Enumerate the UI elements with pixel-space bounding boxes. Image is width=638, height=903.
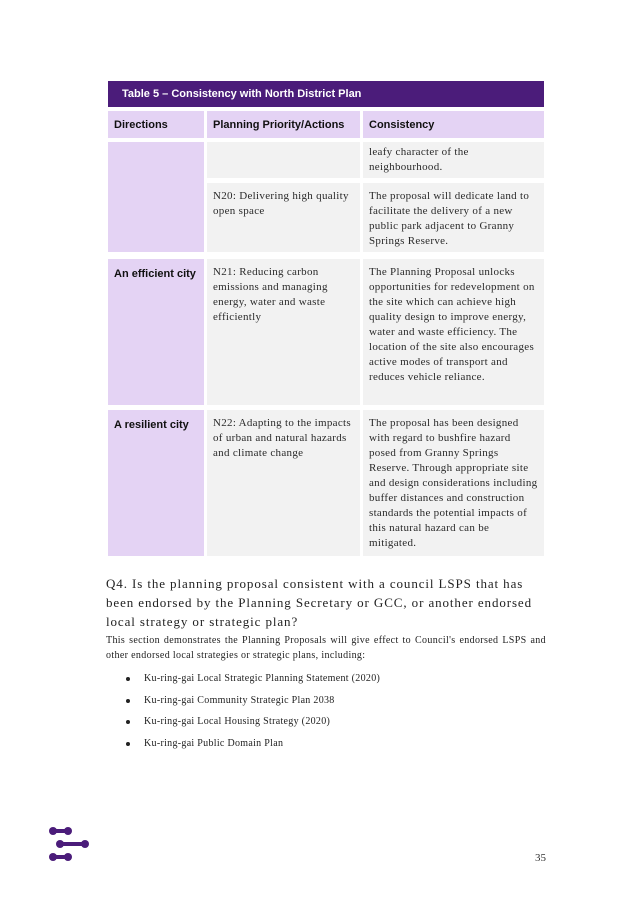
bullet-icon (126, 677, 130, 681)
bullet-icon (126, 742, 130, 746)
table-row-consistency: The proposal will dedicate land to facilitate the delivery of a new public park adjacent to Granny Springs Reserve. (363, 183, 544, 252)
bullet-icon (126, 720, 130, 724)
list-item (106, 690, 546, 712)
list-item (106, 711, 546, 733)
table-row-consistency: leafy character of the neighbourhood. (363, 142, 544, 178)
section-heading: Q4. Is the planning proposal consistent with a council LSPS that has been endorsed by the Planning Secretary or GCC, or another endorsed local strategy or strategic plan? (106, 576, 533, 629)
strategy-list (106, 668, 546, 754)
page-number: 35 (535, 852, 546, 864)
bullet-icon (126, 699, 130, 703)
list-item-text: Ku-ring-gai Local Housing Strategy (2020) (144, 716, 331, 727)
list-item-text: Ku-ring-gai Local Strategic Planning Statement (2020) (144, 673, 381, 684)
table-row-direction: A resilient city (108, 410, 204, 556)
table-row-direction (108, 142, 204, 252)
table-row-planning (207, 142, 360, 178)
list-item (106, 668, 546, 690)
column-header-directions: Directions (108, 111, 204, 138)
intro-paragraph: This section demonstrates the Planning Proposals will give effect to Council's endorsed LSPS and other endorsed local strategies or strategic plans, including: (106, 635, 546, 661)
table-row-consistency: The proposal has been designed with regard to bushfire hazard posed from Granny Springs Reserve. Through appropriate site and design considerations including buffer distances and construction standards the potential impacts of this natural hazard can be mitigated. (363, 410, 544, 556)
table-row-planning: N22: Adapting to the impacts of urban and natural hazards and climate change (207, 410, 360, 556)
table-row-planning: N21: Reducing carbon emissions and managing energy, water and waste efficiently (207, 259, 360, 405)
table-row-direction: An efficient city (108, 259, 204, 405)
column-header-planning: Planning Priority/Actions (207, 111, 360, 138)
table-row-consistency: The Planning Proposal unlocks opportunities for redevelopment on the site which can achieve high quality design to improve energy, water and waste efficiency. The location of the site also encourages active modes of transport and reduces vehicle reliance. (363, 259, 544, 405)
list-item (106, 733, 546, 755)
table-row-planning: N20: Delivering high quality open space (207, 183, 360, 252)
column-header-consistency: Consistency (363, 111, 544, 138)
table-title: Table 5 – Consistency with North District Plan (108, 81, 544, 107)
brand-dots-logo-icon (48, 826, 90, 862)
list-item-text: Ku-ring-gai Community Strategic Plan 2038 (144, 694, 335, 706)
list-item-text: Ku-ring-gai Public Domain Plan (144, 737, 284, 749)
